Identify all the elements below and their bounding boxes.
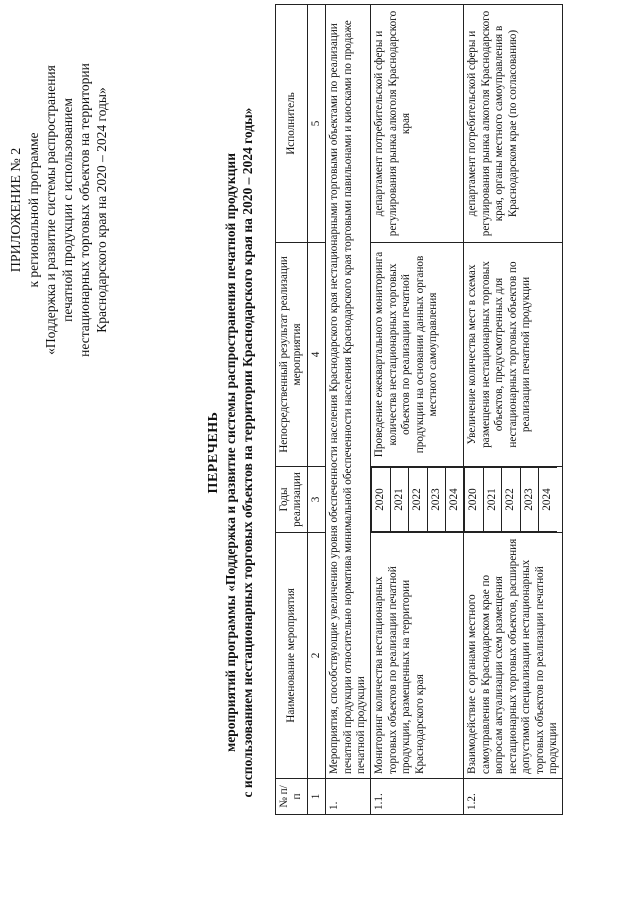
column-numbers-row (307, 5, 325, 815)
year-value: 2024 (446, 468, 464, 532)
year-value: 2021 (390, 468, 408, 532)
title-heading: ПЕРЕЧЕНЬ (206, 411, 221, 494)
column-number: 2 (307, 533, 325, 779)
year-value: 2020 (372, 468, 390, 532)
header-years: Годы реализации (276, 467, 308, 533)
title-line: мероприятий программы «Поддержка и развитие системы распространения печатной продукции (223, 153, 238, 752)
row-name: Взаимодействие с органами местного самоуправления в Краснодарском крае по вопросам актуализации схем размещения нестационарных торговых объектов, расширения допустимой специализации нестационарных торговых объектов по реализации печатной продукции (464, 533, 563, 779)
row-executor: департамент потребительской сферы и регулирования рынка алкоголя Краснодарского края (371, 5, 464, 243)
column-number: 5 (307, 5, 325, 243)
appendix-line: Краснодарского края на 2020 – 2024 годы» (94, 87, 109, 333)
title-line: с использованием нестационарных торговых объектов на территории Краснодарского края на 2020 – 2024 годы» (240, 107, 255, 798)
section-row (326, 5, 371, 815)
year-value: 2022 (502, 468, 520, 532)
year-value: 2023 (520, 468, 538, 532)
appendix-line: к региональной программе (26, 132, 41, 288)
section-num: 1. (326, 779, 371, 815)
column-number: 1 (307, 779, 325, 815)
header-result: Непосредственный результат реализации мероприятия (276, 243, 308, 467)
year-value: 2022 (409, 468, 427, 532)
section-text: Мероприятия, способствующие увеличению уровня обеспеченности населения Краснодарского края нестационарными торговыми объектами по реализации печатной продукции относительно норматива минимальной обеспеченности населения Краснодарского края торговыми павильонами и киосками по продаже печатной продукции (326, 5, 371, 779)
row-result: Увеличение количества мест в схемах размещения нестационарных торговых объектов, предусмотренных для нестационарных торговых объектов по реализации печатной продукции (464, 243, 563, 467)
column-number: 3 (307, 467, 325, 533)
row-num: 1.1. (371, 779, 464, 815)
document-title (205, 0, 256, 905)
year-value: 2021 (483, 468, 501, 532)
measures-table (275, 4, 563, 815)
year-value: 2020 (465, 468, 483, 532)
header-executor: Исполнитель (276, 5, 308, 243)
appendix-line: «Поддержка и развитие системы распространения (43, 65, 58, 355)
appendix-header (8, 15, 110, 405)
appendix-line: нестационарных торговых объектов на территории (77, 63, 92, 357)
table-row (371, 5, 464, 815)
row-name: Мониторинг количества нестационарных торговых объектов по реализации печатной продукции, размещенных на территории Краснодарского края (371, 533, 464, 779)
table-row (464, 5, 563, 815)
row-executor: департамент потребительской сферы и регулирования рынка алкоголя Краснодарского края, органы местного самоуправления в Краснодарском крае (по согласованию) (464, 5, 563, 243)
column-number: 4 (307, 243, 325, 467)
table-header-row (276, 5, 308, 815)
appendix-number: ПРИЛОЖЕНИЕ № 2 (9, 147, 24, 273)
row-years (371, 467, 464, 533)
row-num: 1.2. (464, 779, 563, 815)
header-num: № п/п (276, 779, 308, 815)
row-result: Проведение ежеквартального мониторинга количества нестационарных торговых объектов по реализации печатной продукции на основании данных органов местного самоуправления (371, 243, 464, 467)
appendix-line: печатной продукции с использованием (60, 98, 75, 322)
year-value: 2024 (539, 468, 557, 532)
row-years (464, 467, 563, 533)
header-name: Наименование мероприятия (276, 533, 308, 779)
year-value: 2023 (427, 468, 445, 532)
